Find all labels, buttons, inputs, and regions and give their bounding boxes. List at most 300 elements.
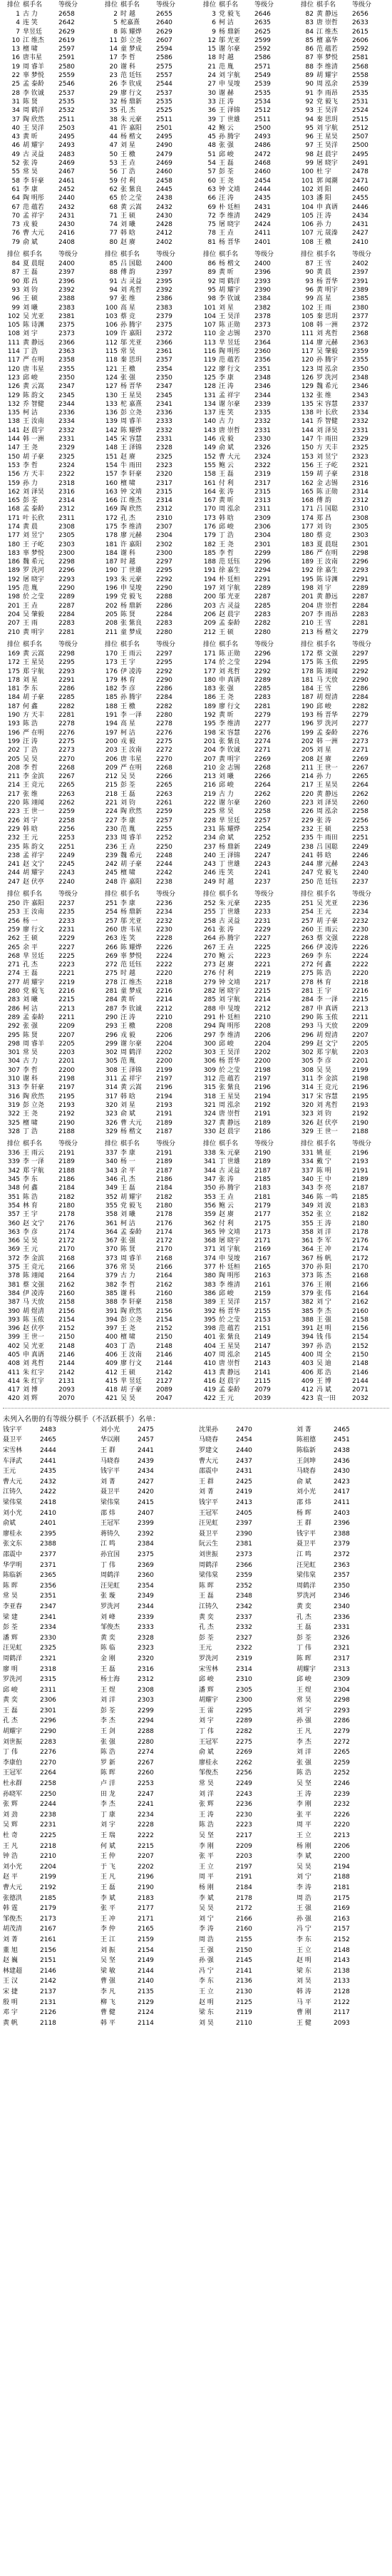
table-row [0, 869, 98, 877]
list-item [196, 1727, 294, 1737]
rank-cell: 401 [203, 1334, 216, 1341]
player-name: 杨 楷文 [219, 260, 240, 268]
rating-cell: 2322 [58, 471, 75, 479]
table-row [0, 80, 98, 88]
player-name: 梁 东 [296, 1967, 311, 1975]
table-row [0, 435, 98, 444]
rank-cell: 195 [203, 720, 216, 728]
player-name: 李 东 [316, 952, 331, 960]
rating-cell: 2328 [138, 1634, 154, 1642]
rating-cell: 2270 [156, 755, 172, 763]
player-name: 江 维杰 [316, 28, 338, 36]
player-name: 杨 一 [120, 1158, 135, 1166]
rank-cell: 195 [7, 585, 20, 593]
list-item [294, 1935, 391, 1946]
rank-cell: 204 [301, 602, 314, 610]
rating-cell: 2418 [40, 1499, 56, 1507]
rating-cell: 2187 [156, 1128, 172, 1135]
rank-cell: 258 [203, 917, 216, 925]
player-name: 方 天丰 [316, 444, 338, 452]
rating-cell: 2212 [156, 1005, 172, 1013]
ranking-column [98, 889, 195, 1136]
table-row [294, 1157, 391, 1166]
rank-cell: 71 [109, 212, 118, 220]
rating-cell: 2640 [156, 19, 172, 27]
rank-cell: 189 [203, 702, 216, 710]
table-row [0, 1359, 98, 1368]
rank-cell: 340 [301, 1176, 314, 1184]
rating-cell: 2118 [40, 2019, 56, 2027]
rating-cell: 2430 [58, 221, 75, 229]
table-row [0, 593, 98, 601]
rating-cell: 2430 [156, 212, 172, 220]
rank-cell: 102 [301, 304, 314, 312]
rating-cell: 2143 [334, 1957, 350, 1965]
rating-cell: 2372 [156, 330, 172, 338]
rank-cell: 290 [301, 1013, 314, 1021]
table-row [294, 1377, 391, 1386]
table-row [0, 610, 98, 619]
player-name: 王 雨云 [120, 650, 142, 658]
player-name: 严 在明 [120, 764, 142, 772]
table-row [294, 329, 391, 338]
rating-cell: 2225 [254, 944, 271, 951]
rating-cell: 2148 [352, 1360, 368, 1368]
ranking-column [294, 0, 391, 247]
rank-cell: 204 [203, 747, 216, 755]
player-name: 党 毅飞 [120, 593, 142, 601]
table-row [196, 1386, 294, 1394]
player-name: 申 真谞 [23, 1351, 44, 1359]
table-row [294, 1324, 391, 1333]
rank-cell: 190 [105, 567, 118, 575]
rating-cell: 2475 [138, 1426, 154, 1433]
rating-cell: 2446 [352, 203, 368, 211]
rating-cell: 2128 [334, 1988, 350, 1995]
player-name: 刘 星 [316, 747, 331, 755]
player-name: 黄 云嵩 [23, 650, 44, 658]
rating-cell: 2135 [138, 1988, 154, 1995]
rank-cell: 338 [203, 1150, 216, 1157]
rating-cell: 2274 [254, 737, 271, 745]
table-row [0, 106, 98, 115]
rating-cell: 2124 [138, 2009, 154, 2017]
rating-cell: 2039 [254, 1395, 271, 1403]
player-name: 范 廷钰 [120, 72, 142, 80]
rating-cell: 2162 [156, 1281, 172, 1289]
rank-cell: 206 [105, 755, 118, 763]
player-name: 董 旭 [3, 1946, 18, 1954]
table-row [98, 869, 195, 877]
table-row [98, 566, 195, 575]
rank-cell: 412 [301, 1386, 314, 1394]
rank-cell: 151 [105, 453, 118, 461]
player-name: 谢 科 [120, 549, 135, 557]
table-row [196, 286, 294, 295]
table-row [196, 1193, 294, 1202]
player-name: 韩 一洲 [23, 436, 44, 444]
rank-cell: 348 [7, 1185, 20, 1192]
list-item [294, 1966, 391, 1977]
list-item [98, 1779, 195, 1789]
table-row [98, 53, 195, 62]
rating-cell: 2270 [40, 1759, 56, 1767]
rank-cell: 373 [301, 1272, 314, 1280]
rank-header: 排位 [300, 1140, 314, 1148]
player-name: 刘 博 [23, 1386, 38, 1394]
player-name: 范 胤 [120, 825, 135, 833]
rating-cell: 2597 [58, 46, 75, 53]
ranking-column [196, 1139, 294, 1404]
list-item [196, 1872, 294, 1883]
rank-cell: 16 [11, 54, 20, 62]
player-name: 王剑坤 [296, 1457, 316, 1465]
rating-cell: 2458 [156, 177, 172, 185]
rank-cell: 52 [11, 160, 20, 168]
player-name: 孔 杰 [23, 961, 38, 969]
list-item [98, 1591, 195, 1602]
rank-cell: 193 [301, 712, 314, 720]
ranking-column [98, 640, 195, 886]
list-item [0, 1799, 98, 1810]
table-row [196, 566, 294, 575]
table-row [294, 619, 391, 628]
player-name: 梁 东 [199, 2009, 214, 2017]
player-name: 孙宜国 [100, 1550, 120, 1558]
player-name: 周 泓余 [316, 81, 338, 88]
table-row [0, 212, 98, 220]
player-name: 周 浩 [296, 1894, 311, 1902]
player-name: 黄 晨 [23, 523, 38, 531]
table-row [0, 790, 98, 799]
rank-cell: 108 [7, 330, 20, 338]
rank-cell: 132 [7, 400, 20, 408]
rating-cell: 2304 [334, 1686, 350, 1694]
rating-cell: 2642 [58, 19, 75, 27]
rating-cell: 2373 [236, 1550, 252, 1558]
player-name: 马 平 [296, 1998, 311, 2006]
table-row [196, 1005, 294, 1013]
column-header [196, 640, 294, 650]
player-name: 周 泓余 [316, 365, 338, 373]
rating-cell: 2289 [58, 593, 75, 601]
rating-cell: 2324 [58, 461, 75, 469]
player-name: 吴 辉 [3, 1821, 18, 1829]
rank-cell: 323 [105, 1110, 118, 1118]
player-name: 王 雨 [316, 304, 331, 312]
list-item [98, 1498, 195, 1508]
rating-cell: 2355 [58, 365, 75, 373]
rating-cell: 2192 [254, 1101, 271, 1109]
table-row [98, 409, 195, 417]
player-name: 黄 昕 [120, 996, 135, 1004]
player-name: 王 星昊 [120, 392, 142, 399]
rank-cell: 388 [301, 1316, 314, 1324]
rating-cell: 2300 [236, 1697, 252, 1704]
list-item [98, 1914, 195, 1925]
table-row [98, 19, 195, 27]
table-row [98, 435, 195, 444]
rank-cell: 232 [7, 834, 20, 842]
rating-cell: 2535 [58, 98, 75, 106]
rank-cell: 159 [301, 471, 314, 479]
rank-cell: 168 [7, 506, 20, 513]
rating-cell: 2284 [156, 610, 172, 618]
rating-cell: 2273 [58, 747, 75, 755]
rank-cell: 136 [105, 409, 118, 417]
player-name: 范 蕴若 [219, 1325, 240, 1333]
player-name: 王 檄 [316, 238, 331, 246]
rank-cell: 134 [203, 400, 216, 408]
player-name: 聂卫平 [3, 1436, 23, 1444]
rank-cell: 20 [109, 63, 118, 71]
rating-cell: 2431 [236, 1468, 252, 1476]
table-row [98, 926, 195, 934]
player-name: 严 在明 [23, 357, 44, 364]
player-name: 朱 红宇 [23, 1369, 44, 1376]
rating-cell: 2284 [58, 610, 75, 618]
rank-cell: 1 [16, 11, 20, 18]
rating-cell: 2070 [58, 1395, 75, 1403]
player-name: 刘 兆哲 [316, 1101, 338, 1109]
rank-cell: 255 [203, 909, 216, 916]
rating-cell: 2246 [352, 852, 368, 859]
rank-cell: 10 [11, 36, 20, 44]
player-name: 赵 赓 [316, 755, 331, 763]
rank-cell: 145 [105, 436, 118, 444]
rank-cell: 110 [203, 330, 216, 338]
player-name: 王 雷 [199, 1707, 214, 1714]
rank-cell: 111 [7, 339, 20, 347]
rating-cell: 2256 [58, 825, 75, 833]
table-row [98, 141, 195, 150]
table-row [98, 668, 195, 676]
rank-cell: 272 [301, 961, 314, 969]
table-row [196, 185, 294, 194]
rank-cell: 315 [203, 1084, 216, 1092]
table-row [196, 1220, 294, 1228]
table-row [0, 392, 98, 400]
rank-cell: 223 [301, 799, 314, 807]
table-row [98, 453, 195, 461]
rating-cell: 2658 [58, 11, 75, 18]
player-name: 曹 大元 [23, 230, 44, 237]
table-row [294, 1083, 391, 1092]
player-name: 戎 毅 [120, 1031, 135, 1039]
table-row [196, 268, 294, 277]
player-name: 连 笑 [120, 935, 135, 943]
rank-cell: 100 [105, 304, 118, 312]
table-row [0, 825, 98, 834]
rating-cell: 2441 [138, 1447, 154, 1455]
player-name: 孟 泰龄 [219, 1386, 240, 1394]
list-item [0, 1810, 98, 1821]
rank-cell: 379 [301, 1289, 314, 1297]
rank-cell: 167 [203, 497, 216, 505]
table-row [196, 869, 294, 877]
table-row [0, 764, 98, 772]
player-name: 汪 涛 [219, 98, 234, 106]
player-name: 曹 刚 [296, 2009, 311, 2017]
table-row [0, 584, 98, 593]
rating-cell: 2114 [138, 2019, 154, 2027]
rank-cell: 154 [105, 461, 118, 469]
rating-cell: 2460 [156, 168, 172, 176]
rating-cell: 2160 [156, 1289, 172, 1297]
rating-cell: 2281 [58, 712, 75, 720]
player-name: 刘 曦 [120, 221, 135, 229]
player-name: 钱宇平 [3, 1426, 23, 1433]
list-item [0, 1581, 98, 1592]
player-name: 胡 煜清 [316, 1031, 338, 1039]
rating-cell: 2532 [58, 107, 75, 115]
rank-cell: 369 [7, 1246, 20, 1254]
rank-cell: 279 [203, 978, 216, 986]
player-name: 王 凡 [3, 1842, 18, 1850]
table-row [0, 860, 98, 869]
rank-cell: 397 [301, 1342, 314, 1350]
player-name: 王元 [199, 1645, 212, 1652]
rating-cell: 2244 [40, 1801, 56, 1809]
table-row [0, 1093, 98, 1101]
table-row [98, 417, 195, 426]
player-name: 黄 静远 [316, 593, 338, 601]
rating-cell: 2373 [254, 322, 271, 329]
rank-cell: 64 [11, 195, 20, 203]
player-name: 钱宇平 [199, 1499, 219, 1507]
table-row [196, 1184, 294, 1192]
player-name: 江 鸣 [296, 1550, 311, 1558]
rank-cell: 368 [203, 1237, 216, 1245]
table-row [98, 658, 195, 667]
player-name: 孙 力 [316, 773, 331, 781]
rank-cell: 153 [7, 461, 20, 469]
table-row [0, 523, 98, 531]
player-name: 党 毅飞 [316, 869, 338, 877]
list-item [294, 1810, 391, 1821]
player-name: 周鹤洋 [296, 1582, 316, 1590]
table-row [196, 852, 294, 860]
player-name: 张 紫良 [219, 1334, 240, 1341]
rating-cell: 2153 [254, 1316, 271, 1324]
table-row [98, 133, 195, 141]
rating-cell: 2148 [58, 1342, 75, 1350]
name-header: 棋手名 [120, 640, 140, 648]
list-item [98, 1622, 195, 1633]
rank-header: 排位 [202, 1, 216, 9]
list-item [196, 1883, 294, 1893]
ranking-column [196, 250, 294, 637]
rating-cell: 2294 [254, 567, 271, 575]
player-name: 王 泽锦 [219, 107, 240, 115]
rank-cell: 212 [105, 773, 118, 781]
table-row [294, 926, 391, 934]
table-row [0, 347, 98, 356]
player-name: 傅 韵 [120, 269, 135, 277]
ranking-column [98, 1139, 195, 1404]
table-row [196, 1040, 294, 1048]
table-row [196, 329, 294, 338]
rating-cell: 2189 [156, 1119, 172, 1127]
list-item [0, 1675, 98, 1685]
player-name: 罗洗河 [199, 1655, 219, 1662]
table-row [98, 1220, 195, 1228]
player-name: 邱 峻 [219, 150, 234, 158]
rating-cell: 2160 [236, 1926, 252, 1933]
player-name: 王 凡 [100, 1874, 115, 1881]
table-row [0, 409, 98, 417]
player-name: 杨 鼎新 [120, 602, 142, 610]
list-item [294, 1799, 391, 1810]
rating-cell: 2131 [40, 1998, 56, 2006]
rank-cell: 247 [7, 878, 20, 886]
rank-cell: 358 [301, 1228, 314, 1236]
rank-cell: 183 [203, 685, 216, 693]
name-header: 棋手名 [316, 1140, 336, 1148]
table-row [98, 260, 195, 268]
table-row [196, 80, 294, 88]
rank-cell: 329 [301, 1128, 314, 1135]
rank-cell: 260 [105, 926, 118, 934]
player-name: 牛 雨田 [316, 834, 338, 842]
rank-cell: 229 [7, 825, 20, 833]
rating-cell: 2268 [254, 764, 271, 772]
player-name: 秦 思玥 [316, 116, 338, 123]
rank-cell: 232 [301, 825, 314, 833]
rank-cell: 211 [301, 764, 314, 772]
rating-cell: 2125 [236, 1998, 252, 2006]
rating-cell: 2332 [254, 418, 271, 426]
rating-cell: 2285 [254, 685, 271, 693]
rank-cell: 192 [7, 576, 20, 583]
player-name: 伊 凌涛 [120, 668, 142, 675]
list-item [294, 1622, 391, 1633]
table-row [294, 1369, 391, 1377]
player-name: 方 天丰 [23, 712, 44, 720]
player-name: 赵 晨宇 [219, 1377, 240, 1385]
rating-cell: 2275 [156, 737, 172, 745]
player-name: 吕 国聪 [120, 260, 142, 268]
rating-cell: 2218 [156, 978, 172, 986]
rating-cell: 2206 [254, 1031, 271, 1039]
rating-cell: 2370 [254, 330, 271, 338]
player-name: 唐 崇哲 [316, 19, 338, 27]
list-item [0, 1872, 98, 1883]
table-row [0, 238, 98, 247]
list-item [294, 1883, 391, 1893]
player-name: 梁伟棠 [100, 1499, 120, 1507]
list-item [294, 1747, 391, 1758]
player-name: 刘 阳 [316, 185, 331, 193]
rating-cell: 2395 [156, 277, 172, 285]
player-name: 钟 浩 [3, 1853, 18, 1861]
rating-cell: 2325 [58, 453, 75, 461]
player-name: 柯 洁 [23, 1005, 38, 1013]
rank-header: 排位 [202, 1140, 216, 1148]
list-item [98, 1446, 195, 1456]
rating-cell: 2629 [58, 28, 75, 36]
table-row [0, 321, 98, 329]
rating-cell: 2580 [58, 63, 75, 71]
rank-cell: 303 [203, 1049, 216, 1057]
rank-cell: 99 [11, 304, 20, 312]
rank-cell: 311 [301, 1075, 314, 1083]
rank-cell: 250 [301, 878, 314, 886]
list-item [0, 1685, 98, 1696]
rating-cell: 2200 [58, 1066, 75, 1074]
rating-cell: 2424 [254, 221, 271, 229]
player-name: 黄 奕 [100, 1634, 115, 1642]
